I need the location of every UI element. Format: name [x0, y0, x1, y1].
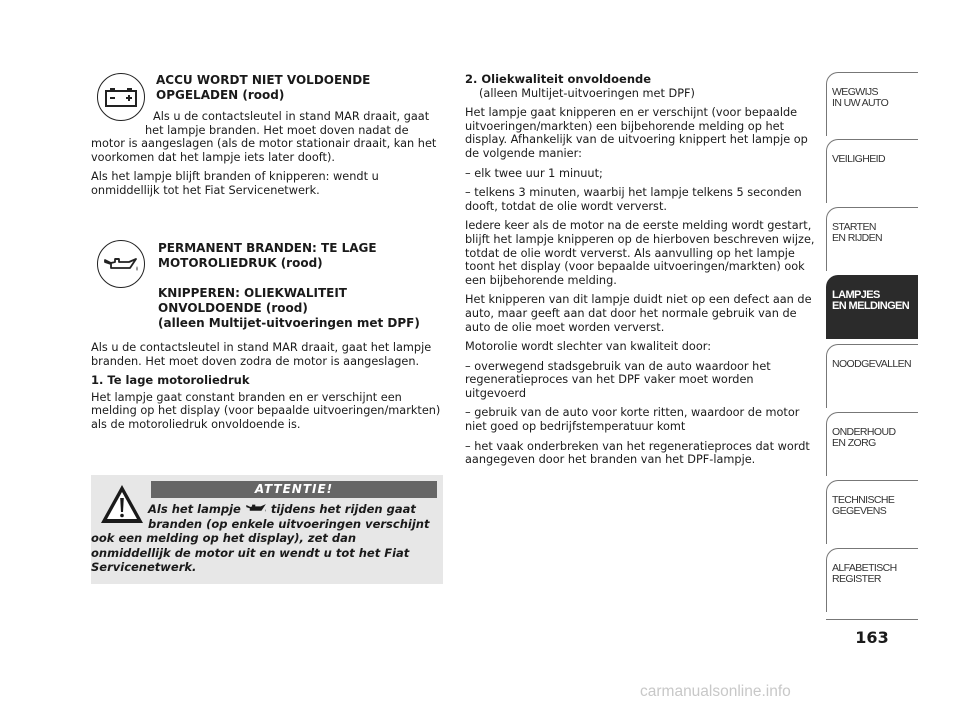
battery-icon: [104, 86, 138, 108]
attention-box: [91, 475, 443, 584]
attention-label: ATTENTIE!: [151, 481, 437, 498]
section-heading-oil-pressure: PERMANENT BRANDEN: TE LAGE MOTOROLIEDRUK (rood) KNIPPEREN: OLIEKWALITEIT ONVOLDOENDE (rood) (alleen Multijet-uitvoeringen met DPF): [158, 241, 420, 330]
chapter-tab-7[interactable]: [826, 480, 918, 544]
chapter-tab-1[interactable]: [826, 72, 918, 136]
chapter-tab-8[interactable]: [826, 548, 918, 612]
chapter-tab-label: ONDERHOUD EN ZORG: [832, 426, 896, 449]
chapter-tab-label: WEGWIJS IN UW AUTO: [832, 86, 889, 109]
chapter-tab-label: STARTEN EN RIJDEN: [832, 221, 883, 244]
chapter-tab-5[interactable]: [826, 344, 918, 408]
chapter-tab-3[interactable]: [826, 207, 918, 271]
oil-can-icon-inline: [245, 502, 267, 514]
oil-can-icon: [102, 254, 140, 274]
chapter-tab-label: TECHNISCHE GEGEVENS: [832, 494, 895, 517]
subheading-low-oil-pressure: 1. Te lage motoroliedruk: [91, 373, 250, 388]
chapter-tab-label: NOODGEVALLEN: [832, 358, 911, 370]
section-heading-battery: ACCU WORDT NIET VOLDOENDE OPGELADEN (rood): [156, 73, 371, 102]
watermark: carmanualsonline.info: [640, 683, 791, 700]
right-column: 2. Oliekwaliteit onvoldoende (alleen Multijet-uitvoeringen met DPF) Het lampje gaat knipperen en er verschijnt (voor bepaalde uitvoeringen/markten) een bijbehorende melding op het display. Afhankelijk van de uitvoering knippert het lampje op de volgende manier: – elk twee uur 1 minuut; – telkens 3 minuten, waarbij het lampje telkens 5 seconden dooft, totdat de olie wordt ververst. Iedere keer als de motor na de eerste melding wordt gestart, blijft het lampje knipperen op de hierboven beschreven wijze, totdat de olie wordt ververst. Als aanvulling op het lampje toont het display (voor bepaalde uitvoeringen/markten) ook een bijbehorende melding. Het knipperen van dit lampje duidt niet op een defect aan de auto, maar geeft aan dat door het normale gebruik van de auto de olie moet worden ververst. Motorolie wordt slechter van kwaliteit door: – overwegend stadsgebruik van de auto waardoor het regeneratieproces van het DPF vaker moet worden uitgevoerd – gebruik van de auto voor korte ritten, waardoor de motor niet goed op bedrijfstemperatuur komt – het vaak onderbreken van het regeneratieproces dat wordt aangegeven door het branden van het DPF-lampje.: [465, 72, 815, 467]
oil-pressure-warning-icon: [97, 240, 145, 288]
chapter-tab-2[interactable]: [826, 139, 918, 203]
chapter-tab-4[interactable]: [826, 275, 918, 339]
attention-text: Als het lampje tijdens het rijden gaat branden (op enkele uitvoeringen verschijnt ook een melding op het display), zet dan onmiddellijk de motor uit en wendt u tot het Fiat Servicenetwerk.: [91, 502, 430, 574]
chapter-tab-6[interactable]: [826, 412, 918, 476]
page-number: 163: [826, 619, 918, 652]
chapter-tab-label: LAMPJES EN MELDINGEN: [832, 289, 910, 312]
chapter-tab-label: ALFABETISCH REGISTER: [832, 562, 897, 585]
battery-description: Als u de contactsleutel in stand MAR draait, gaat het lampje branden. Het moet doven nadat de motor is aangeslagen (als de motor stationair draait, kan het voorkomen dat het lampje iets later dooft). Als het lampje blijft branden of knipperen: wendt u onmiddellijk tot het Fiat Servicenetwerk.: [91, 110, 437, 197]
chapter-tab-label: VEILIGHEID: [832, 153, 885, 165]
subheading-oil-quality: 2. Oliekwaliteit onvoldoende: [465, 72, 652, 86]
oil-description: Als u de contactsleutel in stand MAR draait, gaat het lampje branden. Het moet doven zodra de motor is aangeslagen. 1. Te lage motoroliedruk Het lampje gaat constant branden en er verschijnt een melding op het display (voor bepaalde uitvoeringen/markten) als de motoroliedruk onvoldoende is.: [91, 341, 443, 438]
